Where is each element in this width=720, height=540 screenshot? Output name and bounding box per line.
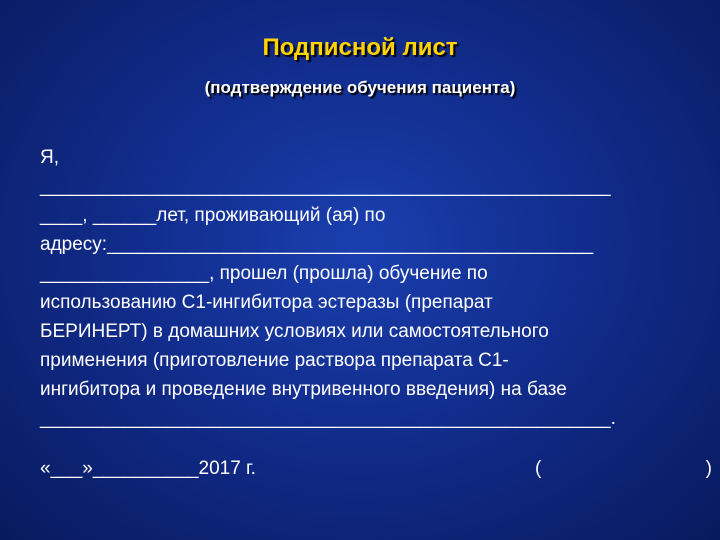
signature-paren-close: ) xyxy=(705,458,712,479)
page-subtitle: (подтверждение обучения пациента) xyxy=(204,78,516,97)
page-title: Подписной лист xyxy=(262,34,458,61)
signature-paren-open: ( xyxy=(535,458,542,479)
form-line: применения (приготовление раствора препарата С1- xyxy=(40,350,509,371)
form-line: адресу:______________________________________________ xyxy=(40,234,594,255)
form-body xyxy=(40,143,712,433)
form-line: ____, ______лет, проживающий (ая) по xyxy=(40,205,386,226)
form-line: ______________________________________________________ xyxy=(40,176,611,197)
form-line: ________________, прошел (прошла) обучение по xyxy=(40,263,488,284)
form-line: ингибитора и проведение внутривенного введения) на базе xyxy=(40,379,567,400)
form-line: использованию С1-ингибитора эстеразы (препарат xyxy=(40,292,493,313)
form-line: ______________________________________________________. xyxy=(40,408,616,429)
signature-row xyxy=(40,458,712,487)
form-line: Я, xyxy=(40,147,59,168)
signature-date: «___»__________2017 г. xyxy=(40,458,256,479)
form-line: БЕРИНЕРТ) в домашних условиях или самостоятельного xyxy=(40,321,549,342)
